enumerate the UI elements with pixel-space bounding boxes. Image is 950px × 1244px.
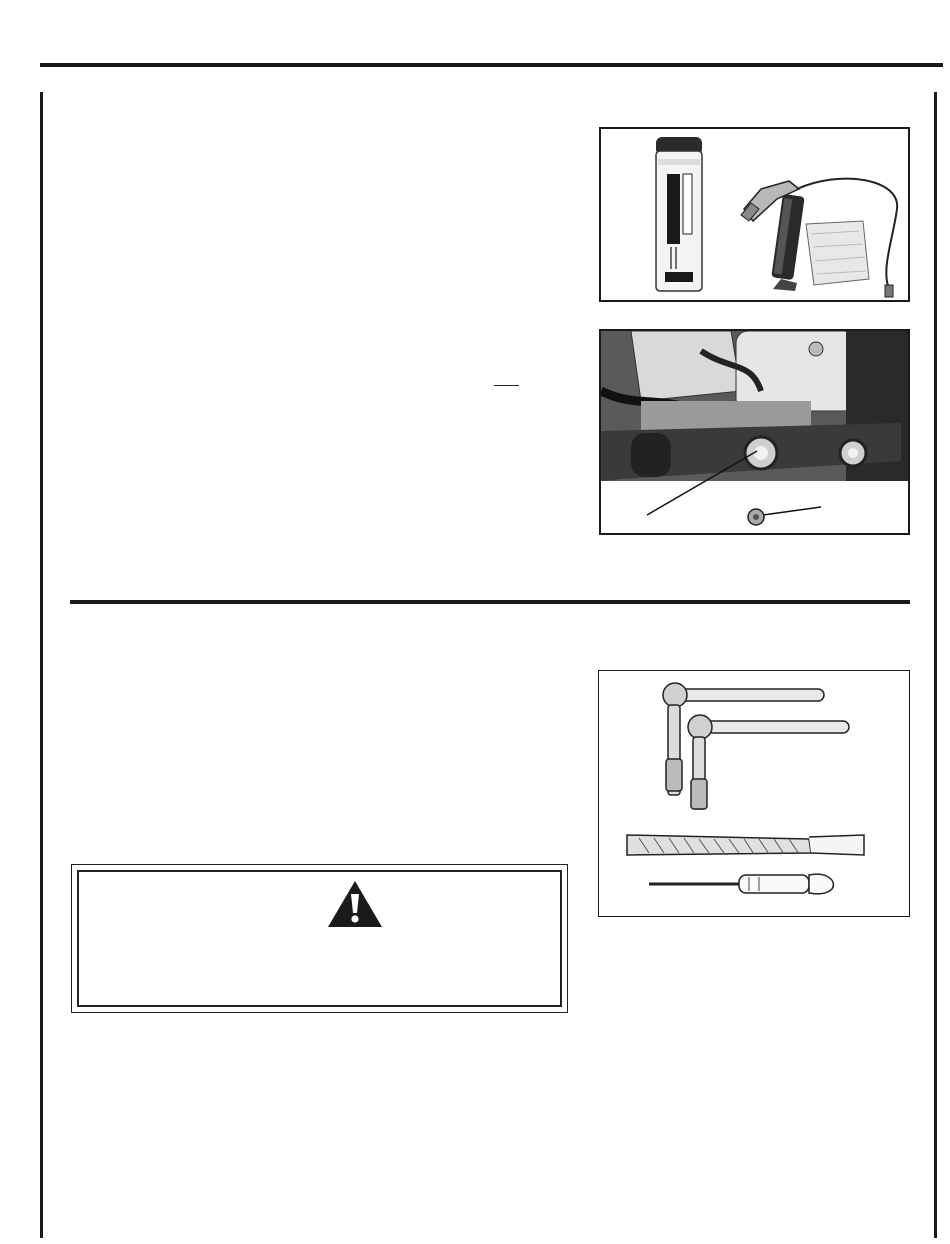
ratchet-wrench-icon	[663, 683, 824, 795]
fitting-cap-icon	[748, 509, 764, 525]
grease-tube-icon	[656, 137, 702, 291]
right-margin-rule	[934, 92, 937, 1238]
shop-rag-icon	[806, 221, 869, 285]
left-margin-rule	[40, 92, 43, 1238]
warning-triangle-icon	[326, 879, 384, 929]
underline-mark	[494, 385, 519, 386]
figure-hand-tools	[598, 670, 910, 917]
hand-tools-illustration	[599, 671, 909, 916]
warning-box	[71, 864, 568, 1013]
grease-fitting-photo	[601, 331, 908, 533]
section-divider	[70, 600, 910, 604]
ratchet-wrench-icon	[688, 715, 849, 809]
screwdriver-icon	[649, 874, 833, 894]
figure-grease-fitting-location	[599, 329, 910, 535]
flat-file-icon	[627, 835, 864, 855]
figure-lube-and-grease-gun	[599, 127, 910, 302]
grease-products-illustration	[601, 129, 908, 300]
warning-box-inner-border	[77, 870, 562, 1007]
top-rule	[40, 63, 943, 67]
